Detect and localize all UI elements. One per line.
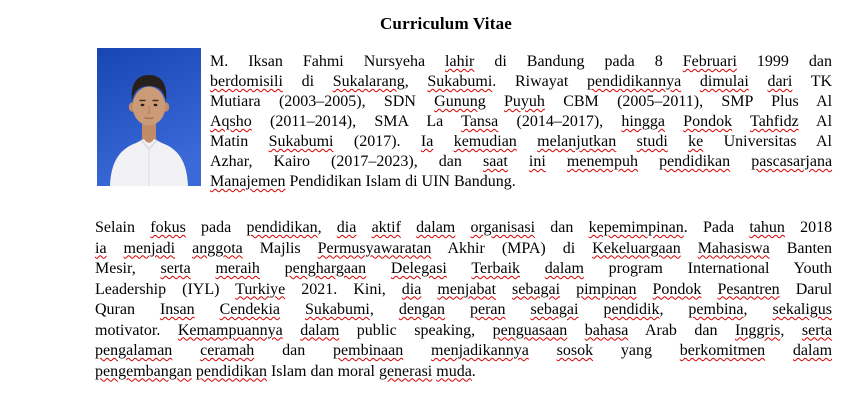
misspelled-word: Puyuh	[504, 93, 545, 110]
misspelled-word: saat	[482, 153, 508, 170]
misspelled-word: organisasi	[470, 219, 536, 236]
misspelled-word: pendidikannya	[586, 73, 682, 90]
text-line: Matin Sukabumi (2017). Ia kemudian melanjutkan studi ke Universitas Al	[210, 133, 832, 150]
misspelled-word: generasi	[378, 362, 433, 380]
misspelled-word: hingga	[621, 113, 665, 130]
text-line: pengembangan pendidikan Islam dan moral generasi muda.	[95, 362, 476, 380]
misspelled-word: sebagai	[530, 301, 579, 318]
misspelled-word: Aqsho	[210, 113, 252, 130]
misspelled-word: Sukabumi	[427, 73, 493, 90]
misspelled-word: studi	[636, 133, 668, 150]
misspelled-word: pendidik	[603, 301, 660, 318]
misspelled-word: pembina	[688, 301, 744, 318]
misspelled-word: kemudian	[453, 133, 517, 150]
misspelled-word: lahir	[445, 53, 475, 70]
misspelled-word: dalam	[544, 260, 584, 277]
misspelled-word: dalam	[300, 321, 340, 339]
misspelled-word: sekaligus	[772, 301, 833, 318]
misspelled-word: pengalaman	[95, 342, 173, 359]
misspelled-word: Kemampuannya	[177, 321, 283, 339]
misspelled-word: Turkiye	[235, 280, 286, 298]
misspelled-word: menjabat	[437, 280, 497, 298]
misspelled-word: meraih	[215, 260, 260, 277]
misspelled-word: dari	[767, 73, 793, 90]
misspelled-word: Sukalarang	[332, 73, 405, 90]
misspelled-word: serta	[801, 321, 833, 339]
misspelled-word: Delegasi	[390, 260, 447, 277]
portrait-illustration	[97, 48, 201, 186]
misspelled-word: pascasarjana	[751, 153, 833, 170]
misspelled-word: Terbaik	[471, 260, 521, 277]
misspelled-word: peran	[470, 301, 506, 318]
misspelled-word: pembinaan	[333, 342, 404, 359]
misspelled-word: ini	[528, 153, 546, 170]
misspelled-word: Sukabumi	[268, 133, 334, 150]
misspelled-word: Kekeluargaan	[592, 239, 681, 257]
misspelled-word: pimpinan	[576, 280, 637, 298]
text-line: berdomisili di Sukalarang, Sukabumi. Riwayat pendidikannya dimulai dari TK	[210, 73, 833, 90]
misspelled-word: Gunung	[434, 93, 486, 110]
misspelled-word: Mahasiswa	[697, 239, 770, 257]
misspelled-word: ke	[688, 133, 704, 150]
misspelled-word: pendidikan	[195, 362, 267, 380]
misspelled-word: bahasa	[584, 321, 629, 339]
misspelled-word: sosok	[556, 342, 594, 359]
misspelled-word: penguasaan	[492, 321, 568, 339]
text-line: Mesir, serta meraih penghargaan Delegasi Terbaik dalam program International Youth	[95, 260, 832, 277]
paragraph-organization	[95, 218, 832, 382]
misspelled-word: pendidikan	[659, 153, 731, 170]
misspelled-word: Sukabumi	[304, 301, 370, 318]
misspelled-word: pendidikan	[246, 219, 318, 236]
text-line: M. Iksan Fahmi Nursyeha lahir di Bandung pada 8 Februari 1999 dan	[210, 53, 832, 70]
misspelled-word: Inggris	[735, 321, 781, 339]
misspelled-word: anggota	[192, 239, 243, 257]
misspelled-word: sebagai	[512, 280, 561, 298]
text-line: pengalaman ceramah dan pembinaan menjadikannya sosok yang berkomitmen dalam	[95, 342, 833, 359]
paragraph-biodata	[210, 52, 832, 192]
misspelled-word: aktif	[371, 219, 401, 236]
document-title: Curriculum Vitae	[379, 14, 513, 33]
misspelled-word: menjadi	[123, 239, 176, 257]
misspelled-word: ia	[95, 239, 107, 257]
misspelled-word: penghargaan	[284, 260, 367, 277]
misspelled-word: Pondok	[652, 280, 702, 298]
text-line: Leadership (IYL) Turkiye 2021. Kini, dia menjabat sebagai pimpinan Pondok Pesantren Darul	[95, 280, 833, 298]
profile-photo	[97, 48, 201, 186]
misspelled-word: Pesantren	[717, 280, 780, 298]
misspelled-word: Ia	[420, 133, 434, 150]
misspelled-word: Cendekia	[219, 301, 280, 318]
misspelled-word: menempuh	[566, 153, 638, 170]
text-line: motivator. Kemampuannya dalam public speaking, penguasaan bahasa Arab dan Inggris, serta	[95, 321, 833, 339]
misspelled-word: tahun	[749, 219, 785, 236]
misspelled-word: dengan	[398, 301, 446, 318]
text-line: Manajemen Pendidikan Islam di UIN Bandung.	[210, 173, 516, 190]
misspelled-word: pengembangan	[95, 362, 192, 380]
photo-eye-right	[154, 104, 158, 106]
text-line: Azhar, Kairo (2017–2023), dan saat ini menempuh pendidikan pascasarjana	[210, 153, 833, 170]
text-line: ia menjadi anggota Majlis Permusyawaratan Akhir (MPA) di Kekeluargaan Mahasiswa Banten	[95, 239, 833, 257]
misspelled-word: kepemimpinan	[588, 219, 684, 236]
misspelled-word: Permusyawaratan	[317, 239, 432, 257]
misspelled-word: dimulai	[699, 73, 749, 90]
misspelled-word: serta	[160, 260, 191, 277]
misspelled-word: fokus	[150, 219, 186, 236]
photo-eye-left	[141, 104, 145, 106]
misspelled-word: dia	[336, 219, 357, 236]
misspelled-word: dalam	[416, 219, 456, 236]
misspelled-word: berkomitmen	[679, 342, 766, 359]
misspelled-word: Insan	[159, 301, 195, 318]
misspelled-word: Manajemen	[210, 173, 286, 190]
misspelled-word: dia	[401, 280, 422, 298]
misspelled-word: berdomisili	[210, 73, 283, 90]
text-line: Quran Insan Cendekia Sukabumi, dengan peran sebagai pendidik, pembina, sekaligus	[95, 301, 833, 318]
misspelled-word: muda	[436, 362, 472, 380]
misspelled-word: ceramah	[200, 342, 255, 359]
misspelled-word: Tahfidz	[750, 113, 799, 130]
misspelled-word: Tansa	[461, 113, 499, 130]
misspelled-word: dalam	[792, 342, 833, 359]
misspelled-word: menjadikannya	[431, 342, 529, 359]
misspelled-word: melanjutkan	[537, 133, 617, 150]
text-line: Aqsho (2011–2014), SMA La Tansa (2014–2017), hingga Pondok Tahfidz Al	[210, 113, 833, 130]
misspelled-word: Pondok	[683, 113, 733, 130]
text-line: Mutiara (2003–2005), SDN Gunung Puyuh CBM (2005–2011), SMP Plus Al	[210, 93, 833, 110]
misspelled-word: Februari	[682, 53, 737, 70]
text-line: Selain fokus pada pendidikan, dia aktif dalam organisasi dan kepemimpinan. Pada tahun 2018	[95, 219, 833, 236]
